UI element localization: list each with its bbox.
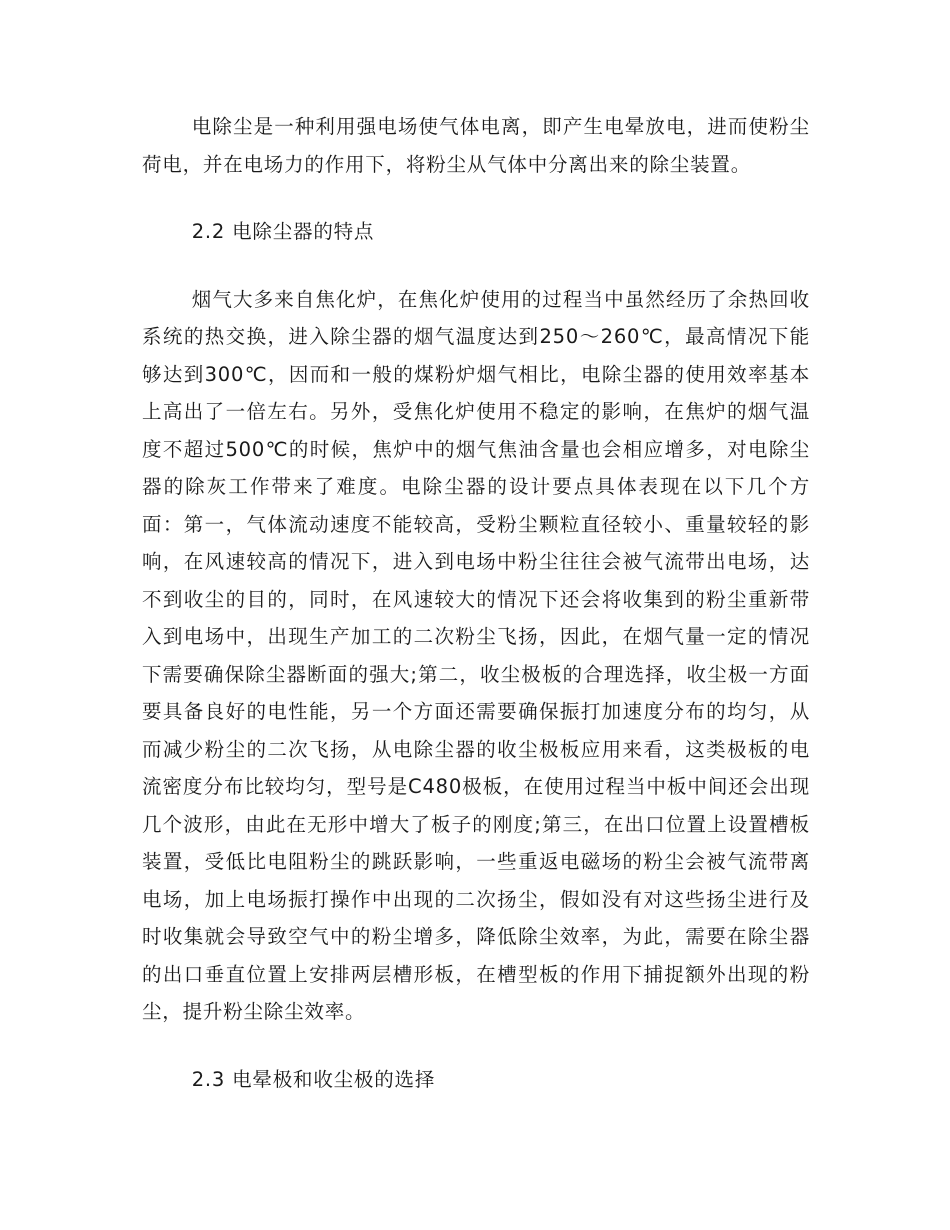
section-heading-2-2: 2.2 电除尘器的特点: [191, 220, 375, 243]
intro-paragraph: 电除尘是一种利用强电场使气体电离，即产生电晕放电，进而使粉尘荷电，并在电场力的作用下，将粉尘从气体中分离出来的除尘装置。: [142, 115, 810, 176]
document-body: [142, 108, 810, 1098]
features-paragraph: 烟气大多来自焦化炉，在焦化炉使用的过程当中虽然经历了余热回收系统的热交换，进入除尘器的烟气温度达到250～260℃，最高情况下能够达到300℃，因而和一般的煤粉炉烟气相比，电除尘器的使用效率基本上高出了一倍左右。另外，受焦化炉使用不稳定的影响，在焦炉的烟气温度不超过500℃的时候，焦炉中的烟气焦油含量也会相应增多，对电除尘器的除灰工作带来了难度。电除尘器的设计要点具体表现在以下几个方面：第一，气体流动速度不能较高，受粉尘颗粒直径较小、重量较轻的影响，在风速较高的情况下，进入到电场中粉尘往往会被气流带出电场，达不到收尘的目的，同时，在风速较大的情况下还会将收集到的粉尘重新带入到电场中，出现生产加工的二次粉尘飞扬，因此，在烟气量一定的情况下需要确保除尘器断面的强大;第二，收尘极板的合理选择，收尘极一方面要具备良好的电性能，另一个方面还需要确保振打加速度分布的均匀，从而减少粉尘的二次飞扬，从电除尘器的收尘极板应用来看，这类极板的电流密度分布比较均匀，型号是C480极板，在使用过程当中板中间还会出现几个波形，由此在无形中增大了板子的刚度;第三，在出口位置上设置槽板装置，受低比电阻粉尘的跳跃影响，一些重返电磁场的粉尘会被气流带离电场，加上电场振打操作中出现的二次扬尘，假如没有对这些扬尘进行及时收集就会导致空气中的粉尘增多，降低除尘效率，为此，需要在除尘器的出口垂直位置上安排两层槽形板，在槽型板的作用下捕捉额外出现的粉尘，提升粉尘除尘效率。: [142, 287, 810, 1023]
section-heading-2-3: 2.3 电晕极和收尘极的选择: [191, 1067, 436, 1091]
